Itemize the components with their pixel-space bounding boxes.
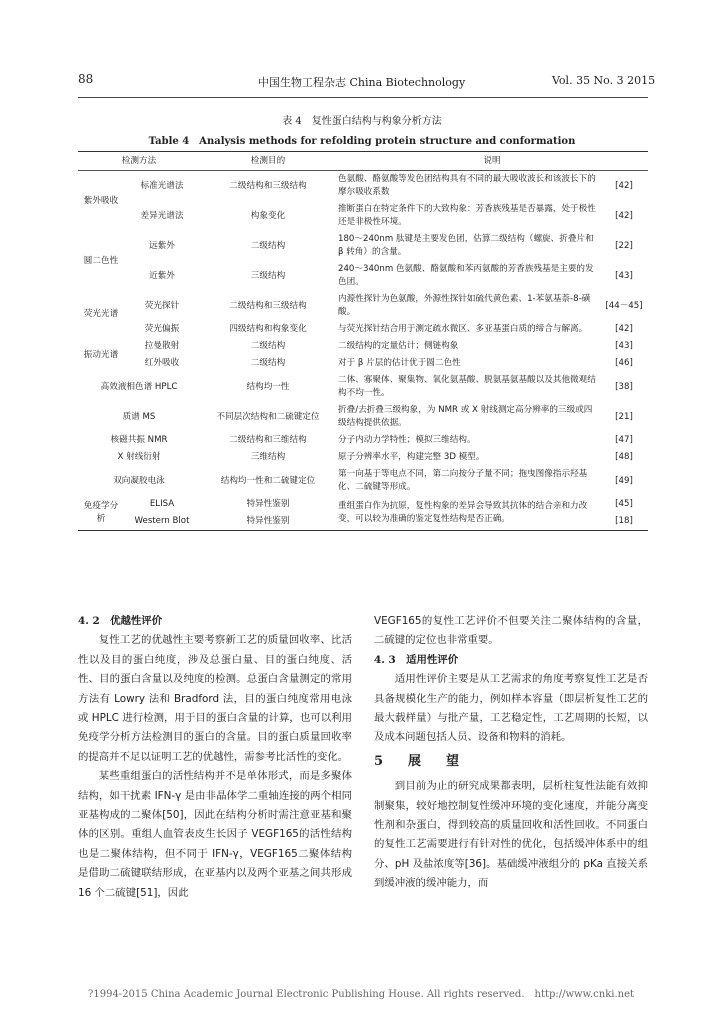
purpose-cell: 构象变化 xyxy=(250,210,286,221)
method-cell: 远紫外 xyxy=(149,240,175,251)
table-row xyxy=(78,201,648,231)
purpose-cell: 二级结构和三级结构 xyxy=(229,180,307,191)
description-cell: 二体、寡聚体、聚集物、氧化氨基酸、脱氨基氨基酸以及其他微观结构不均一性。 xyxy=(338,375,596,398)
reference-cell: [42] xyxy=(615,324,633,334)
reference-cell: [43] xyxy=(615,270,633,281)
group-cell: 圆二色性 xyxy=(83,255,119,266)
method-cell: 拉曼散射 xyxy=(144,341,180,351)
purpose-cell: 特异性鉴别 xyxy=(200,513,336,531)
reference-cell: [49] xyxy=(615,475,633,486)
purpose-cell: 二级结构和三级结构 xyxy=(229,300,307,311)
description-cell: 分子内动力学特性；模拟三维结构。 xyxy=(338,435,476,445)
method-cell: 标准光谱法 xyxy=(140,180,184,191)
table-caption-en: Table 4 Analysis methods for refolding protein structure and conformation xyxy=(148,136,576,147)
table-row xyxy=(78,355,648,372)
method-cell: Western Blot xyxy=(124,513,200,531)
purpose-cell: 二级结构 xyxy=(250,341,286,351)
description-cell: 与荧光探针结合用于测定疏水微区、多亚基蛋白质的缔合与解离。 xyxy=(338,324,588,334)
reference-cell: [46] xyxy=(615,358,633,368)
copyright-footer: ?1994-2015 China Academic Journal Electronic Publishing House. All rights reserved. http://www.cnki.net xyxy=(88,989,635,1000)
purpose-cell: 结构均一性 xyxy=(246,381,290,392)
section-heading-4-2: 4. 2 优越性评价 xyxy=(78,615,163,627)
paragraph: 某些重组蛋白的活性结构并不是单体形式，而是多聚体结构，如干扰素 IFN-γ 是由非晶体学二重轴连接的两个相同亚基构成的二聚体[50]，因此在结构分析时需注意亚基和聚体的区别。重组人血管表皮生长因子 VEGF165的活性结构也是二聚体结构，但不同于 IFN-γ，VEGF165二聚体结构是借助二硫键联结形成，在亚基内以及两个亚基之间共形成 16 个二硫键[51]，因此 xyxy=(78,770,352,899)
table-row xyxy=(78,338,648,355)
page-number: 88 xyxy=(78,72,94,86)
volume-info: Vol. 35 No. 3 2015 xyxy=(552,74,656,87)
header-method: 检测方法 xyxy=(78,152,200,171)
table-header-row xyxy=(78,152,648,171)
group-cell: 紫外吸收 xyxy=(83,195,119,206)
method-cell: X 射线衍射 xyxy=(117,452,161,462)
reference-cell: [44－45] xyxy=(605,300,643,311)
table-row xyxy=(78,449,648,466)
method-cell: 双向凝胶电泳 xyxy=(113,475,165,486)
table-row xyxy=(78,231,648,261)
method-cell: 质谱 MS xyxy=(122,411,156,422)
purpose-cell: 不同层次结构和二硫键定位 xyxy=(216,411,320,422)
paragraph: 适用性评价主要是从工艺需求的角度考察复性工艺是否具备规模化生产的能力，例如样本容量（即层析复性工艺的最大载样量）与批产量，工艺稳定性，工艺周期的长短，以及成本问题包括人员、设备和物料的消耗。 xyxy=(374,673,648,744)
reference-cell: [48] xyxy=(615,452,633,462)
reference-cell: [47] xyxy=(615,435,633,445)
method-cell: 近紫外 xyxy=(149,270,175,281)
analysis-methods-table xyxy=(78,151,648,531)
table-row xyxy=(78,291,648,321)
paragraph: VEGF165的复性工艺评价不但要关注二聚体结构的含量，二硫键的定位也非常重要。 xyxy=(374,615,648,647)
purpose-cell: 三级结构 xyxy=(250,270,286,281)
purpose-cell: 特异性鉴别 xyxy=(246,499,290,509)
method-cell: ELISA xyxy=(149,499,175,509)
header-rule xyxy=(78,97,648,98)
header-description: 说明 xyxy=(336,152,648,171)
description-cell: 180～240nm 肽键是主要发色团，估算二级结构（螺旋、折叠片和 β 转角）的含量。 xyxy=(338,234,594,257)
paragraph: 复性工艺的优越性主要考察新工艺的质量回收率、比活性以及目的蛋白纯度，涉及总蛋白量、目的蛋白纯度、活性、目的蛋白含量以及纯度的检测。总蛋白含量测定的常用方法有 Lowry 法和 Bradford 法，目的蛋白纯度常用电泳或 HPLC 进行检测，用于目的蛋白含量的计算，也可以利用免疫学分析方法检测目的蛋白的含量。目的蛋白质量回收率的提高并不足以证明工艺的优越性，需参考比活性的变化。 xyxy=(78,634,352,763)
table-row xyxy=(78,496,648,513)
method-cell: 核磁共振 NMR xyxy=(110,435,168,445)
body-column-right xyxy=(374,612,648,894)
section-heading-4-3: 4. 3 适用性评价 xyxy=(374,653,459,666)
table-row xyxy=(78,261,648,291)
description-cell: 推断蛋白在特定条件下的大致构象：芳香族残基是否暴露，处于极性还是非极性环境。 xyxy=(338,204,596,227)
journal-title: 中国生物工程杂志 China Biotechnology xyxy=(258,76,466,89)
reference-cell: [38] xyxy=(615,381,633,392)
table-row xyxy=(78,432,648,449)
reference-cell: [21] xyxy=(615,411,633,422)
description-cell: 原子分辨率水平，构建完整 3D 模型。 xyxy=(338,452,485,462)
reference-cell: [22] xyxy=(615,240,633,251)
purpose-cell: 二级结构 xyxy=(250,240,286,251)
group-cell: 振动光谱 xyxy=(83,349,119,360)
purpose-cell: 二级结构 xyxy=(250,358,286,368)
reference-cell: [18] xyxy=(600,513,648,531)
description-cell: 重组蛋白作为抗原，复性构象的差异会导致其抗体的结合亲和力改变，可以较为准确的鉴定复性结构是否正确。 xyxy=(336,496,600,531)
header-purpose: 检测目的 xyxy=(200,152,336,171)
purpose-cell: 三维结构 xyxy=(250,452,286,462)
table-row xyxy=(78,372,648,402)
table-caption-cn: 表 4 复性蛋白结构与构象分析方法 xyxy=(282,116,442,127)
reference-cell: [45] xyxy=(615,499,633,509)
group-cell: 免疫学分析 xyxy=(78,496,124,531)
table-row xyxy=(78,171,648,202)
description-cell: 折叠/去折叠三级构象，为 NMR 或 X 射线测定高分辨率的三级或四级结构提供依据。 xyxy=(338,405,593,428)
body-column-left xyxy=(78,612,352,903)
description-cell: 二级结构的定量估计；侧链构象 xyxy=(338,341,459,351)
method-cell: 高效液相色谱 HPLC xyxy=(100,381,178,392)
method-cell: 差异光谱法 xyxy=(140,210,184,221)
description-cell: 色氨酸、酪氨酸等发色团结构具有不同的最大吸收波长和该波长下的摩尔吸收系数 xyxy=(338,174,596,197)
purpose-cell: 四级结构和构象变化 xyxy=(229,324,307,334)
purpose-cell: 结构均一性和二硫键定位 xyxy=(220,475,316,486)
table-row xyxy=(78,321,648,338)
method-cell: 荧光偏振 xyxy=(144,324,180,334)
method-cell: 红外吸收 xyxy=(144,358,180,368)
description-cell: 240～340nm 色氨酸、酪氨酸和苯丙氨酸的芳香族残基是主要的发色团。 xyxy=(338,264,594,287)
reference-cell: [42] xyxy=(615,180,633,191)
section-heading-5: 5 展 望 xyxy=(374,753,466,769)
description-cell: 对于 β 片层的估计优于圆二色性 xyxy=(338,358,461,368)
purpose-cell: 二级结构和三维结构 xyxy=(229,435,307,445)
table-row xyxy=(78,402,648,432)
group-cell: 荧光光谱 xyxy=(83,309,119,319)
reference-cell: [42] xyxy=(615,210,633,221)
description-cell: 第一向基于等电点不同，第二向按分子量不同；拖曳图像指示羟基化、二硫键等形成。 xyxy=(338,469,588,492)
description-cell: 内源性探针为色氨酸，外源性探针如硫代黄色素、1-苯氨基萘-8-磺酸。 xyxy=(338,294,591,317)
table-row xyxy=(78,466,648,496)
paragraph: 到目前为止的研究成果都表明，层析柱复性法能有效抑制聚集，较好地控制复性缓冲环境的变化速度，并能分离变性剂和杂蛋白，得到较高的质量回收和活性回收。不同蛋白的复性工艺需要进行有针对性的优化，包括缓冲体系中的组分、pH 及盐浓度等[36]。基础缓冲液组分的 pKa 直接关系到缓冲液的缓冲能力，而 xyxy=(374,780,648,890)
reference-cell: [43] xyxy=(615,341,633,351)
method-cell: 荧光探针 xyxy=(144,300,180,311)
